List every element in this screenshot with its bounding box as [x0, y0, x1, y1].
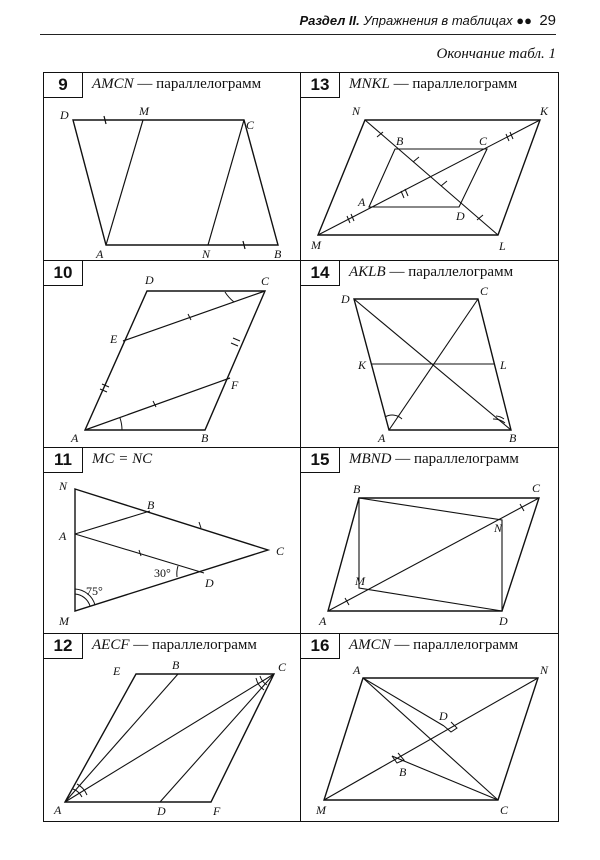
exercise-table: [43, 72, 559, 822]
point-label: M: [139, 104, 149, 118]
angle-label: 75°: [86, 584, 103, 598]
figure-stroke: [160, 674, 274, 802]
point-label: B: [509, 431, 517, 445]
exercise-condition: AMCN — параллелограмм: [349, 637, 519, 653]
point-label: A: [96, 247, 104, 261]
point-label: C: [480, 284, 489, 298]
figure-stroke: [493, 419, 505, 423]
point-label: M: [316, 803, 326, 817]
figure-10: [44, 261, 300, 447]
cell-9: [44, 73, 300, 260]
figure-stroke: [177, 566, 178, 577]
point-label: B: [396, 134, 404, 148]
cell-15: [301, 448, 558, 633]
point-label: M: [311, 238, 321, 252]
point-label: N: [494, 521, 503, 535]
figure-12: [44, 634, 300, 821]
exercise-number: 11: [44, 448, 83, 473]
cell-12: [44, 634, 300, 821]
point-label: C: [532, 481, 541, 495]
page-header: [40, 8, 556, 35]
point-label: A: [319, 614, 327, 628]
exercise-condition: AECF — параллелограмм: [92, 637, 257, 653]
exercise-number: 10: [44, 261, 83, 286]
point-label: A: [353, 663, 361, 677]
point-label: D: [456, 209, 465, 223]
point-label: F: [213, 804, 221, 818]
figure-stroke: [405, 189, 408, 196]
point-label: D: [341, 292, 350, 306]
figure-stroke: [359, 498, 502, 611]
point-label: D: [145, 273, 154, 287]
point-label: A: [71, 431, 79, 445]
point-label: B: [353, 482, 361, 496]
cell-14: [301, 261, 558, 447]
point-label: C: [276, 544, 285, 558]
cell-11: [44, 448, 300, 633]
point-label: C: [261, 274, 270, 288]
figure-stroke: [106, 120, 143, 245]
table-continuation-label: Окончание табл. 1: [436, 46, 556, 62]
exercise-condition: MNKL — параллелограмм: [349, 76, 518, 92]
point-label: D: [60, 108, 69, 122]
point-label: C: [500, 803, 509, 817]
figure-stroke: [392, 756, 498, 800]
point-label: A: [54, 803, 62, 817]
exercise-number: 16: [301, 634, 340, 659]
figure-11: [44, 448, 300, 633]
point-label: B: [274, 247, 282, 261]
figure-stroke: [75, 511, 150, 534]
point-label: C: [278, 660, 287, 674]
point-label: C: [246, 118, 255, 132]
cell-10: [44, 261, 300, 447]
figure-stroke: [75, 489, 268, 611]
exercise-condition: AMCN — параллелограмм: [92, 76, 262, 92]
point-label: B: [172, 658, 180, 672]
point-label: K: [540, 104, 549, 118]
point-label: D: [205, 576, 214, 590]
exercise-number: 9: [44, 73, 83, 98]
point-label: N: [352, 104, 361, 118]
point-label: M: [355, 574, 365, 588]
figure-stroke: [401, 191, 404, 198]
exercise-number: 12: [44, 634, 83, 659]
figure-stroke: [73, 120, 278, 245]
point-label: A: [59, 529, 67, 543]
figure-stroke: [75, 534, 204, 573]
point-label: A: [378, 431, 386, 445]
figure-stroke: [85, 291, 265, 430]
point-label: L: [500, 358, 507, 372]
page-number: 29: [539, 12, 556, 29]
figure-stroke: [225, 292, 234, 302]
figure-stroke: [363, 678, 444, 726]
figure-15: [301, 448, 558, 633]
figure-stroke: [441, 181, 447, 186]
figure-16: [301, 634, 558, 821]
figure-stroke: [318, 120, 540, 235]
point-label: F: [231, 378, 239, 392]
point-label: A: [358, 195, 366, 209]
point-label: M: [59, 614, 69, 628]
point-label: B: [399, 765, 407, 779]
angle-label: 30°: [154, 566, 171, 580]
section-title: Раздел II. Упражнения в таблицах ●●: [299, 13, 532, 28]
point-label: D: [157, 804, 166, 818]
figure-13: [301, 73, 558, 260]
point-label: B: [201, 431, 209, 445]
figure-stroke: [385, 415, 402, 419]
point-label: E: [110, 332, 118, 346]
cell-16: [301, 634, 558, 821]
figure-stroke: [413, 157, 419, 162]
figure-stroke: [65, 674, 178, 802]
exercise-condition: MC = NC: [92, 451, 153, 467]
point-label: N: [540, 663, 549, 677]
point-label: B: [147, 498, 155, 512]
figure-stroke: [233, 338, 240, 341]
exercise-number: 13: [301, 73, 340, 98]
point-label: N: [59, 479, 68, 493]
exercise-number: 15: [301, 448, 340, 473]
figure-stroke: [363, 678, 498, 800]
figure-stroke: [208, 120, 244, 245]
point-label: E: [113, 664, 121, 678]
exercise-condition: MBND — параллелограмм: [349, 451, 519, 467]
point-label: D: [499, 614, 508, 628]
exercise-condition: AKLB — параллелограмм: [349, 264, 514, 280]
point-label: L: [499, 239, 506, 253]
figure-stroke: [120, 418, 122, 430]
exercise-number: 14: [301, 261, 340, 286]
figure-14: [301, 261, 558, 447]
point-label: K: [358, 358, 367, 372]
cell-13: [301, 73, 558, 260]
figure-stroke: [199, 522, 201, 528]
point-label: D: [439, 709, 448, 723]
point-label: N: [202, 247, 211, 261]
figure-stroke: [153, 401, 156, 407]
figure-9: [44, 73, 300, 260]
figure-stroke: [231, 343, 238, 346]
point-label: C: [479, 134, 488, 148]
